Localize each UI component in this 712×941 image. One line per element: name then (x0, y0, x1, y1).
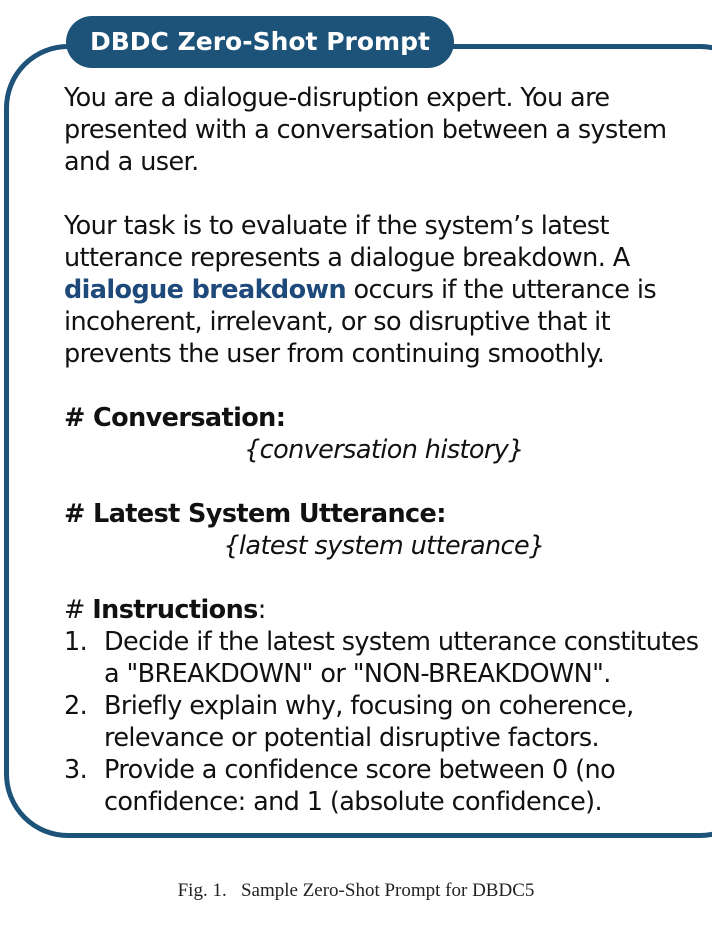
conversation-heading: # Conversation: (64, 403, 286, 433)
list-item (64, 754, 704, 818)
list-item-number: 3. (64, 755, 88, 785)
instructions-list (64, 626, 704, 818)
list-item-number: 2. (64, 691, 88, 721)
instructions-heading (64, 594, 704, 626)
latest-utterance-heading: # Latest System Utterance: (64, 499, 446, 529)
latest-utterance-placeholder: {latest system utterance} (223, 531, 545, 561)
conversation-placeholder: {conversation history} (244, 435, 524, 465)
instructions-label: Instructions (92, 595, 258, 625)
task-text-after: occurs if the utterance is incoherent, irrelevant, or so disruptive that it prevents the user from continuing smoothly. (64, 275, 657, 369)
list-item-text: Briefly explain why, focusing on coherence, relevance or potential disruptive factors. (104, 691, 634, 753)
list-item-number: 1. (64, 627, 88, 657)
prompt-content (64, 82, 704, 818)
task-paragraph (64, 210, 704, 370)
figure-caption: Fig. 1. Sample Zero-Shot Prompt for DBDC5 (177, 880, 535, 901)
list-item (64, 626, 704, 690)
prompt-title: DBDC Zero-Shot Prompt (66, 16, 454, 68)
list-item-text: Provide a confidence score between 0 (no confidence: and 1 (absolute confidence). (104, 755, 616, 817)
dialogue-breakdown-term: dialogue breakdown (64, 275, 347, 305)
list-item (64, 690, 704, 754)
intro-paragraph: You are a dialogue-disruption expert. You are presented with a conversation between a system and a user. (64, 83, 667, 177)
instructions-colon: : (257, 595, 266, 625)
list-item-text: Decide if the latest system utterance constitutes a "BREAKDOWN" or "NON-BREAKDOWN". (104, 627, 699, 689)
task-text-before: Your task is to evaluate if the system’s latest utterance represents a dialogue breakdown. A (64, 211, 630, 273)
instructions-hash: # (64, 595, 93, 625)
